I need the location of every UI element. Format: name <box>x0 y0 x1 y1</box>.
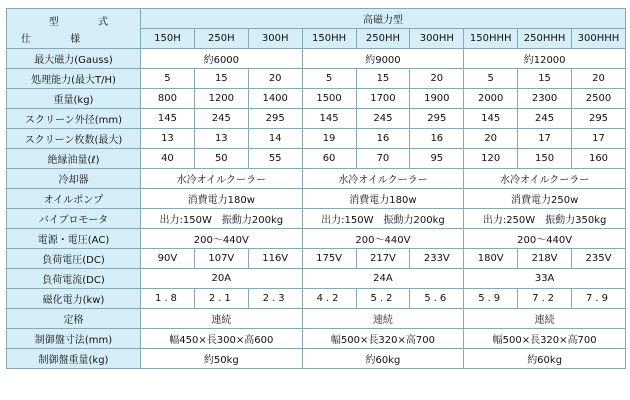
value-cell: 55 <box>248 149 302 169</box>
value-cell: 295 <box>248 109 302 129</box>
row-label: バイブロモータ <box>7 209 141 229</box>
value-cell: 200〜440V <box>464 229 626 249</box>
value-cell: 175V <box>302 249 356 269</box>
row-capacity <box>7 69 626 89</box>
row-label: 処理能力(最大T/H) <box>7 69 141 89</box>
value-cell: 17 <box>572 129 626 149</box>
row-oil-pump <box>7 189 626 209</box>
row-load-current <box>7 269 626 289</box>
value-cell: 7.9 <box>572 289 626 309</box>
model-header: 250HHH <box>518 29 572 49</box>
value-cell: 5.2 <box>356 289 410 309</box>
value-cell: 245 <box>194 109 248 129</box>
value-cell: 145 <box>141 109 195 129</box>
group-header: 高磁力型 <box>141 9 626 29</box>
value-cell: 145 <box>302 109 356 129</box>
row-load-voltage <box>7 249 626 269</box>
value-cell: 1.8 <box>141 289 195 309</box>
value-cell: 40 <box>141 149 195 169</box>
value-cell: 2500 <box>572 89 626 109</box>
model-header: 300HHH <box>572 29 626 49</box>
value-cell: 出力:150W 振動力200kg <box>141 209 303 229</box>
header-type-label: 型 式 <box>48 16 126 28</box>
value-cell: 約9000 <box>302 49 464 69</box>
value-cell: 200〜440V <box>141 229 303 249</box>
value-cell: 消費電力180w <box>141 189 303 209</box>
value-cell: 245 <box>356 109 410 129</box>
value-cell: 連続 <box>141 309 303 329</box>
value-cell: 16 <box>356 129 410 149</box>
value-cell: 5 <box>141 69 195 89</box>
model-header: 150H <box>141 29 195 49</box>
value-cell: 2300 <box>518 89 572 109</box>
value-cell: 消費電力180w <box>302 189 464 209</box>
value-cell: 60 <box>302 149 356 169</box>
value-cell: 1900 <box>410 89 464 109</box>
value-cell: 約50kg <box>141 349 303 369</box>
value-cell: 5 <box>464 69 518 89</box>
row-power <box>7 229 626 249</box>
value-cell: 約60kg <box>302 349 464 369</box>
value-cell: 19 <box>302 129 356 149</box>
row-label: 制御盤寸法(mm) <box>7 329 141 349</box>
row-label: 負荷電流(DC) <box>7 269 141 289</box>
value-cell: 33A <box>464 269 626 289</box>
row-oil-amount <box>7 149 626 169</box>
row-label: 電源・電圧(AC) <box>7 229 141 249</box>
value-cell: 2.1 <box>194 289 248 309</box>
model-header: 150HH <box>302 29 356 49</box>
value-cell: 245 <box>518 109 572 129</box>
value-cell: 107V <box>194 249 248 269</box>
value-cell: 13 <box>141 129 195 149</box>
row-panel-dim <box>7 329 626 349</box>
value-cell: 5.6 <box>410 289 464 309</box>
spec-table <box>6 8 626 369</box>
row-label: スクリーン枚数(最大) <box>7 129 141 149</box>
row-screen-count <box>7 129 626 149</box>
value-cell: 20 <box>572 69 626 89</box>
row-cooler <box>7 169 626 189</box>
value-cell: 145 <box>464 109 518 129</box>
value-cell: 14 <box>248 129 302 149</box>
row-vibro <box>7 209 626 229</box>
row-label: 負荷電圧(DC) <box>7 249 141 269</box>
value-cell: 15 <box>518 69 572 89</box>
row-label: 制御盤重量(kg) <box>7 349 141 369</box>
row-label: オイルポンプ <box>7 189 141 209</box>
value-cell: 7.2 <box>518 289 572 309</box>
value-cell: 消費電力250w <box>464 189 626 209</box>
row-label: スクリーン外径(mm) <box>7 109 141 129</box>
row-mag-power <box>7 289 626 309</box>
value-cell: 233V <box>410 249 464 269</box>
value-cell: 295 <box>410 109 464 129</box>
value-cell: 4.2 <box>302 289 356 309</box>
value-cell: 20 <box>464 129 518 149</box>
value-cell: 20A <box>141 269 303 289</box>
value-cell: 24A <box>302 269 464 289</box>
row-screen-od <box>7 109 626 129</box>
row-label: 冷却器 <box>7 169 141 189</box>
value-cell: 出力:250W 振動力350kg <box>464 209 626 229</box>
value-cell: 水冷オイルクーラー <box>464 169 626 189</box>
row-label: 磁化電力(kw) <box>7 289 141 309</box>
value-cell: 20 <box>410 69 464 89</box>
value-cell: 1700 <box>356 89 410 109</box>
value-cell: 90V <box>141 249 195 269</box>
row-label: 最大磁力(Gauss) <box>7 49 141 69</box>
value-cell: 235V <box>572 249 626 269</box>
value-cell: 1200 <box>194 89 248 109</box>
value-cell: 218V <box>518 249 572 269</box>
value-cell: 95 <box>410 149 464 169</box>
value-cell: 5 <box>302 69 356 89</box>
value-cell: 180V <box>464 249 518 269</box>
value-cell: 幅500×長320×高700 <box>302 329 464 349</box>
value-cell: 幅500×長320×高700 <box>464 329 626 349</box>
value-cell: 150 <box>518 149 572 169</box>
value-cell: 17 <box>518 129 572 149</box>
row-label: 重量(kg) <box>7 89 141 109</box>
header-corner-cell <box>7 9 141 49</box>
value-cell: 1500 <box>302 89 356 109</box>
value-cell: 20 <box>248 69 302 89</box>
value-cell: 5.9 <box>464 289 518 309</box>
value-cell: 幅450×長300×高600 <box>141 329 303 349</box>
row-max-flux <box>7 49 626 69</box>
row-rating <box>7 309 626 329</box>
value-cell: 水冷オイルクーラー <box>141 169 303 189</box>
value-cell: 約6000 <box>141 49 303 69</box>
value-cell: 800 <box>141 89 195 109</box>
model-header: 300HH <box>410 29 464 49</box>
value-cell: 13 <box>194 129 248 149</box>
value-cell: 約60kg <box>464 349 626 369</box>
value-cell: 2000 <box>464 89 518 109</box>
value-cell: 120 <box>464 149 518 169</box>
value-cell: 70 <box>356 149 410 169</box>
model-header: 250H <box>194 29 248 49</box>
value-cell: 1400 <box>248 89 302 109</box>
model-header: 250HH <box>356 29 410 49</box>
value-cell: 116V <box>248 249 302 269</box>
value-cell: 295 <box>572 109 626 129</box>
header-row-group <box>7 9 626 29</box>
row-weight <box>7 89 626 109</box>
row-panel-weight <box>7 349 626 369</box>
value-cell: 連続 <box>464 309 626 329</box>
value-cell: 50 <box>194 149 248 169</box>
value-cell: 2.3 <box>248 289 302 309</box>
value-cell: 水冷オイルクーラー <box>302 169 464 189</box>
value-cell: 160 <box>572 149 626 169</box>
value-cell: 200〜440V <box>302 229 464 249</box>
row-label: 定格 <box>7 309 141 329</box>
value-cell: 出力:150W 振動力200kg <box>302 209 464 229</box>
header-spec-label: 仕 様 <box>21 33 99 45</box>
value-cell: 連続 <box>302 309 464 329</box>
value-cell: 16 <box>410 129 464 149</box>
value-cell: 約12000 <box>464 49 626 69</box>
value-cell: 15 <box>356 69 410 89</box>
value-cell: 217V <box>356 249 410 269</box>
row-label: 絶縁油量(ℓ) <box>7 149 141 169</box>
value-cell: 15 <box>194 69 248 89</box>
model-header: 300H <box>248 29 302 49</box>
model-header: 150HHH <box>464 29 518 49</box>
